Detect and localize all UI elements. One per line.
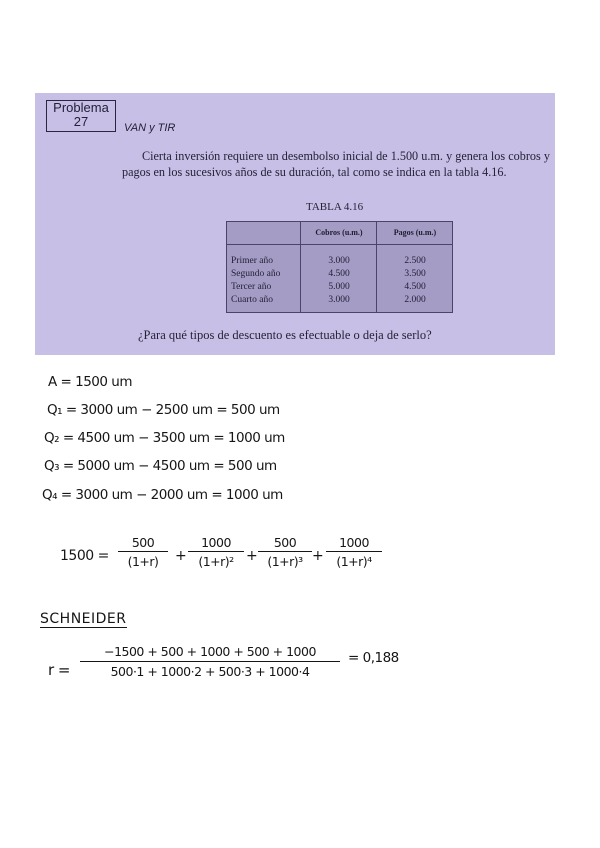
table-cell-year: Cuarto año <box>231 295 273 305</box>
table-cell-pagos: 3.500 <box>404 269 426 279</box>
table-header-cobros: Cobros (u.m.) <box>301 222 377 245</box>
table-cell-pagos: 4.500 <box>404 282 426 292</box>
problem-number: 27 <box>73 114 89 129</box>
table-cell-year: Tercer año <box>231 282 272 292</box>
term-numerator: 1000 <box>201 535 231 550</box>
equation-term <box>188 535 244 570</box>
term-numerator: 500 <box>273 535 297 550</box>
problem-question: ¿Para qué tipos de descuento es efectuable o deja de serlo? <box>138 328 432 342</box>
term-numerator: 500 <box>131 535 155 550</box>
table-column-pagos <box>376 222 453 312</box>
formula-lhs: r = <box>48 661 71 679</box>
problem-statement: Cierta inversión requiere un desembolso inicial de 1.500 u.m. y genera los cobros y pagos en los sucesivos años de su duración, tal como se indica en la tabla 4.16. <box>122 149 550 179</box>
formula-result: = 0,188 <box>348 650 399 666</box>
problem-badge <box>46 100 116 132</box>
plus-sign: + <box>246 548 258 564</box>
table-cell-cobros: 3.000 <box>328 295 350 305</box>
table-cell-year: Segundo año <box>231 269 281 279</box>
table-header-pagos: Pagos (u.m.) <box>377 222 453 245</box>
term-denominator: (1+r)⁴ <box>326 551 382 570</box>
equation-lhs: 1500 = <box>60 548 109 564</box>
plus-sign: + <box>312 548 324 564</box>
textbook-excerpt <box>35 93 555 355</box>
problem-label: Problema <box>53 100 109 115</box>
formula-fraction <box>80 643 340 682</box>
note-initial-outlay: A = 1500 um <box>48 374 132 390</box>
formula-denominator: 500·1 + 1000·2 + 500·3 + 1000·4 <box>80 661 340 682</box>
equation-term <box>258 535 312 570</box>
cashflow-table <box>226 221 453 313</box>
note-cashflow-2: Q₂ = 4500 um − 3500 um = 1000 um <box>44 430 285 446</box>
method-heading: SCHNEIDER <box>40 611 127 627</box>
note-cashflow-4: Q₄ = 3000 um − 2000 um = 1000 um <box>42 487 283 503</box>
term-denominator: (1+r) <box>118 551 168 570</box>
table-column-years <box>227 222 300 312</box>
table-cell-pagos: 2.500 <box>404 256 426 266</box>
table-cell-year: Primer año <box>231 256 273 266</box>
note-cashflow-1: Q₁ = 3000 um − 2500 um = 500 um <box>47 402 280 418</box>
term-numerator: 1000 <box>339 535 369 550</box>
schneider-formula <box>48 641 408 686</box>
equation-term <box>118 535 168 570</box>
table-cell-cobros: 4.500 <box>328 269 350 279</box>
table-cell-cobros: 3.000 <box>328 256 350 266</box>
formula-numerator: −1500 + 500 + 1000 + 500 + 1000 <box>104 644 316 659</box>
term-denominator: (1+r)² <box>188 551 244 570</box>
equation-term <box>326 535 382 570</box>
problem-title: VAN y TIR <box>124 122 176 134</box>
table-cell-pagos: 2.000 <box>404 295 426 305</box>
plus-sign: + <box>175 548 187 564</box>
table-column-cobros <box>300 222 377 312</box>
table-caption: TABLA 4.16 <box>306 201 364 213</box>
table-cell-cobros: 5.000 <box>328 282 350 292</box>
term-denominator: (1+r)³ <box>258 551 312 570</box>
table-header <box>227 222 300 245</box>
note-cashflow-3: Q₃ = 5000 um − 4500 um = 500 um <box>44 458 277 474</box>
